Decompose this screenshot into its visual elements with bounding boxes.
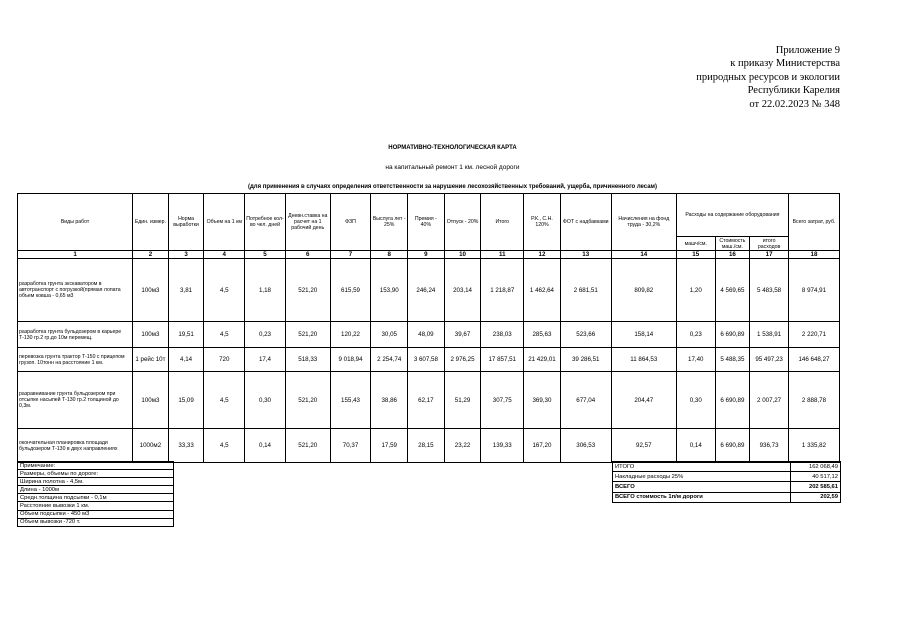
- cell: 369,30: [524, 372, 561, 429]
- cell: 95 497,23: [750, 348, 789, 372]
- grand-total-label: ВСЕГО: [613, 482, 791, 492]
- overhead-row: [613, 472, 841, 482]
- cell: 28,15: [408, 429, 445, 463]
- cell: 521,20: [285, 322, 330, 348]
- cell: 62,17: [408, 372, 445, 429]
- appendix-line-4: Республики Карелия: [747, 85, 840, 97]
- overhead-label: Накладные расходы 25%: [613, 472, 791, 482]
- notes-table: [17, 461, 174, 527]
- note-line: Объем вывозки -720 т.: [18, 518, 174, 526]
- cell: 2 888,78: [788, 372, 839, 429]
- cell: 23,22: [444, 429, 481, 463]
- cell: 2 007,27: [750, 372, 789, 429]
- cell: 1000м2: [133, 429, 169, 463]
- cell: 8 974,91: [788, 259, 839, 322]
- cell: 720: [204, 348, 245, 372]
- cell: 1,20: [676, 259, 715, 322]
- document-title: НОРМАТИВНО-ТЕХНОЛОГИЧЕСКАЯ КАРТА: [388, 145, 517, 151]
- cell: 146 648,27: [788, 348, 839, 372]
- cell: 17 857,51: [481, 348, 524, 372]
- table-row: [18, 259, 840, 322]
- column-number: 12: [524, 251, 561, 259]
- column-number: 18: [788, 251, 839, 259]
- cell: 1 335,82: [788, 429, 839, 463]
- column-numbers-row: [18, 251, 840, 259]
- cell: 167,20: [524, 429, 561, 463]
- cell: 17,40: [676, 348, 715, 372]
- cell: 677,04: [560, 372, 611, 429]
- cell: 100м3: [133, 372, 169, 429]
- appendix-line-2: к приказу Министерства: [730, 58, 840, 70]
- document-subtitle: на капитальный ремонт 1 км. лесной дороги: [385, 164, 520, 171]
- cell: 306,53: [560, 429, 611, 463]
- cell: 4,5: [204, 322, 245, 348]
- total-value: 162 068,49: [791, 462, 841, 472]
- appendix-block: [696, 44, 840, 111]
- cell: 204,47: [611, 372, 676, 429]
- cell: 523,66: [560, 322, 611, 348]
- column-number: 17: [750, 251, 789, 259]
- cell: 936,73: [750, 429, 789, 463]
- work-name: окончательная планировка площади бульдозером Т-130 в двух направлениях: [18, 429, 133, 463]
- cell: 285,63: [524, 322, 561, 348]
- column-number: 14: [611, 251, 676, 259]
- cell: 203,14: [444, 259, 481, 322]
- cell: 48,09: [408, 322, 445, 348]
- cell: 39 286,51: [560, 348, 611, 372]
- cell: 4 569,65: [715, 259, 750, 322]
- cell: 139,33: [481, 429, 524, 463]
- cell: 3,81: [168, 259, 204, 322]
- header-volume: Объем на 1 км: [204, 194, 245, 251]
- header-equipment: Расходы на содержание оборудования: [676, 194, 788, 237]
- header-total-cost: Всего затрат, руб.: [788, 194, 839, 251]
- column-number: 1: [18, 251, 133, 259]
- note-line: Размеры, объемы по дороге:: [18, 470, 174, 478]
- cell: 2 254,74: [371, 348, 408, 372]
- note-line: Средн.толщина подсыпки - 0,1м: [18, 494, 174, 502]
- appendix-line-3: природных ресурсов и экологии: [696, 71, 840, 83]
- notes-heading: Примечание:: [18, 462, 174, 470]
- note-line: Расстояние вывозки 1 км.: [18, 502, 174, 510]
- cell: 33,33: [168, 429, 204, 463]
- column-number: 16: [715, 251, 750, 259]
- table-row: [18, 348, 840, 372]
- note-line: Объем подсыпки - 450 м3: [18, 510, 174, 518]
- cost-per-meter-value: 202,59: [791, 492, 841, 502]
- header-subtotal: Итого: [481, 194, 524, 251]
- cell: 4,5: [204, 372, 245, 429]
- cell: 155,43: [330, 372, 371, 429]
- cell: 1 538,91: [750, 322, 789, 348]
- cell: 38,86: [371, 372, 408, 429]
- cell: 51,29: [444, 372, 481, 429]
- cell: 39,67: [444, 322, 481, 348]
- cell: 30,05: [371, 322, 408, 348]
- cell: 158,14: [611, 322, 676, 348]
- header-regional-coef: Р.К., С.Н. 120%: [524, 194, 561, 251]
- cell: 0,30: [245, 372, 286, 429]
- header-machine-shifts: машч/см.: [676, 237, 715, 251]
- column-number: 7: [330, 251, 371, 259]
- column-number: 2: [133, 251, 169, 259]
- cell: 9 018,94: [330, 348, 371, 372]
- cell: 19,51: [168, 322, 204, 348]
- cell: 0,30: [676, 372, 715, 429]
- cell: 5 488,35: [715, 348, 750, 372]
- header-bonus: Премия - 40%: [408, 194, 445, 251]
- column-number: 15: [676, 251, 715, 259]
- cell: 0,23: [676, 322, 715, 348]
- cell: 0,14: [245, 429, 286, 463]
- cell: 2 976,25: [444, 348, 481, 372]
- column-number: 3: [168, 251, 204, 259]
- cell: 2 681,51: [560, 259, 611, 322]
- cell: 4,5: [204, 429, 245, 463]
- cell: 615,59: [330, 259, 371, 322]
- note-line: Ширина полотна - 4,5м.: [18, 478, 174, 486]
- column-number: 11: [481, 251, 524, 259]
- grand-total-value: 202 585,61: [791, 482, 841, 492]
- cell: 21 429,01: [524, 348, 561, 372]
- cell: 15,09: [168, 372, 204, 429]
- header-work-type: Виды работ: [18, 194, 133, 251]
- cell: 1,18: [245, 259, 286, 322]
- cell: 153,90: [371, 259, 408, 322]
- header-man-days: Потребное кол-во чел. дней: [245, 194, 286, 251]
- header-norm: Норма выработки: [168, 194, 204, 251]
- cell: 120,22: [330, 322, 371, 348]
- cell: 6 690,89: [715, 322, 750, 348]
- cell: 6 690,89: [715, 429, 750, 463]
- cell: 6 690,89: [715, 372, 750, 429]
- cell: 518,33: [285, 348, 330, 372]
- cell: 5 483,58: [750, 259, 789, 322]
- header-equipment-total: итого расходов: [750, 237, 789, 251]
- document-purpose: (для применения в случаях определения ответственности за нарушение лесохозяйственных требований, ущерба, причиненного лесам): [248, 184, 657, 190]
- appendix-line-5: от 22.02.2023 № 348: [749, 98, 840, 110]
- header-fzp: ФЗП: [330, 194, 371, 251]
- cell: 100м3: [133, 259, 169, 322]
- work-name: разравнивание грунта бульдозером при отсыпке насыпей Т-130 гр.2 толщиной до 0,3м.: [18, 372, 133, 429]
- cost-per-meter-label: ВСЕГО стоимость 1п/м дороги: [613, 492, 791, 502]
- work-name: разработка грунта экскаватором в автотранспорт с погрузкой(прямая лопата объем ковша - 0,65 м3: [18, 259, 133, 322]
- cell: 3 607,58: [408, 348, 445, 372]
- header-machine-shift-cost: Стоимость маш./см.: [715, 237, 750, 251]
- total-row: [613, 462, 841, 472]
- cell: 17,4: [245, 348, 286, 372]
- cell: 100м3: [133, 322, 169, 348]
- header-accruals: Начисления на фонд труда - 30,2%: [611, 194, 676, 251]
- overhead-value: 40 517,12: [791, 472, 841, 482]
- cell: 11 864,53: [611, 348, 676, 372]
- work-name: перевозка грунта трактор Т-150 с прицепом грузоп. 10тонн на расстояние 1 км.: [18, 348, 133, 372]
- cell: 1 462,64: [524, 259, 561, 322]
- grand-total-row: [613, 482, 841, 492]
- column-number: 8: [371, 251, 408, 259]
- column-number: 4: [204, 251, 245, 259]
- work-table: [17, 193, 840, 463]
- total-label: ИТОГО: [613, 462, 791, 472]
- cell: 1 218,87: [481, 259, 524, 322]
- column-number: 9: [408, 251, 445, 259]
- column-number: 5: [245, 251, 286, 259]
- cell: 238,03: [481, 322, 524, 348]
- column-number: 13: [560, 251, 611, 259]
- appendix-line-1: Приложение 9: [775, 45, 840, 56]
- column-number: 10: [444, 251, 481, 259]
- table-row: [18, 429, 840, 463]
- cell: 4,14: [168, 348, 204, 372]
- cell: 2 220,71: [788, 322, 839, 348]
- cell: 521,20: [285, 259, 330, 322]
- cost-per-meter-row: [613, 492, 841, 502]
- cell: 521,20: [285, 429, 330, 463]
- totals-table: [612, 461, 841, 503]
- cell: 92,57: [611, 429, 676, 463]
- cell: 521,20: [285, 372, 330, 429]
- cell: 1 рейс 10т: [133, 348, 169, 372]
- column-number: 6: [285, 251, 330, 259]
- note-line: Длина - 1000м: [18, 486, 174, 494]
- header-fot: ФОТ с надбавками: [560, 194, 611, 251]
- header-seniority: Выслуга лет - 25%: [371, 194, 408, 251]
- cell: 4,5: [204, 259, 245, 322]
- header-day-rate: Дневн.ставка на расчет на 1 рабочий день: [285, 194, 330, 251]
- work-name: разработка грунта бульдозером в карьере Т-130 гр.2 гр.до 10м перемещ.: [18, 322, 133, 348]
- header-vacation: Отпуск - 20%: [444, 194, 481, 251]
- cell: 246,24: [408, 259, 445, 322]
- table-row: [18, 322, 840, 348]
- cell: 809,82: [611, 259, 676, 322]
- cell: 70,37: [330, 429, 371, 463]
- cell: 0,14: [676, 429, 715, 463]
- header-unit: Един. измер.: [133, 194, 169, 251]
- table-row: [18, 372, 840, 429]
- cell: 307,75: [481, 372, 524, 429]
- cell: 17,59: [371, 429, 408, 463]
- cell: 0,23: [245, 322, 286, 348]
